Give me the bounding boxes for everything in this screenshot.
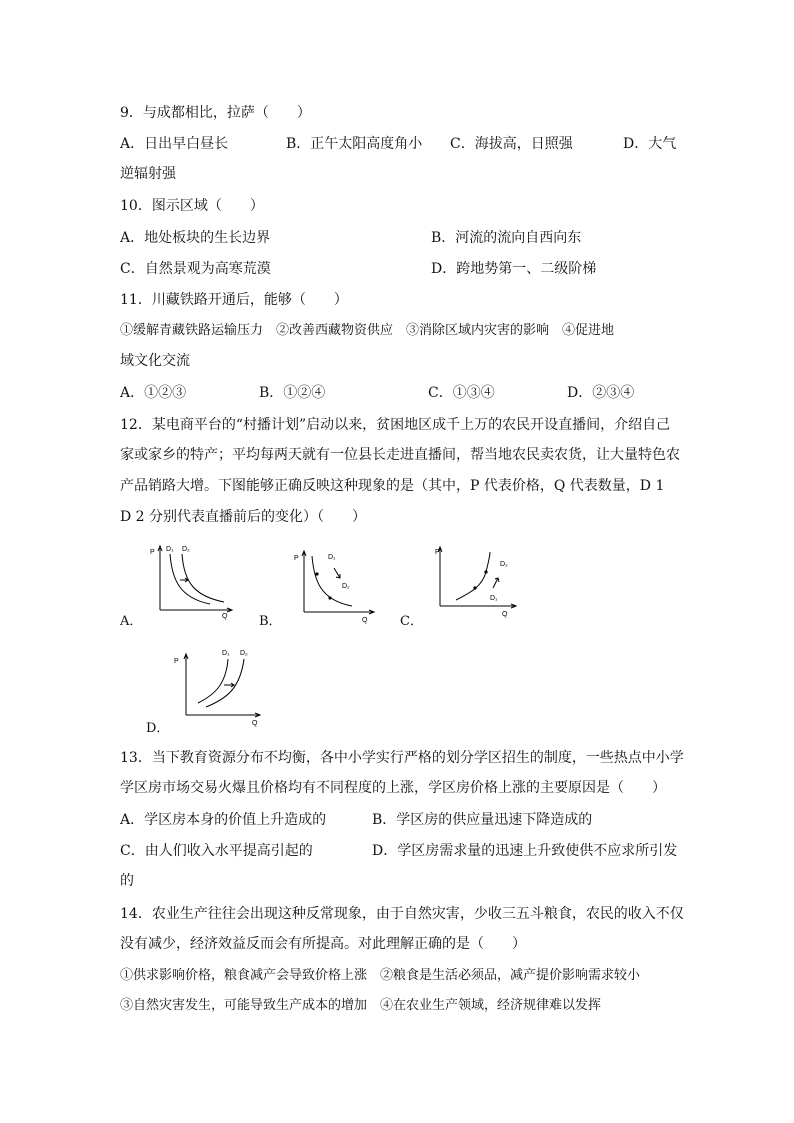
graph-d-p-label: P: [174, 658, 179, 665]
q14-line-2: 没有减少，经济效益反而会有所提高。对此理解正确的是（ ）: [120, 936, 526, 952]
graph-b-q-label: Q: [362, 617, 368, 624]
graph-b-point-d1: [315, 572, 318, 575]
q12-option-a: A．: [120, 614, 143, 629]
q10-option-a: A．地处板块的生长边界: [120, 230, 271, 246]
q11-stem: 11．川藏铁路开通后，能够（ ）: [120, 292, 348, 308]
q13-option-d: D．学区房需求量的迅速上升致使供不应求所引发: [372, 843, 678, 859]
q9-option-b: B．正午太阳高度角小: [286, 136, 423, 152]
q12-line-4: D 2 分别代表直播前后的变化）（ ）: [120, 509, 367, 525]
q13-option-a: A．学区房本身的价值上升造成的: [120, 812, 327, 828]
q12-line-2: 家或家乡的特产；平均每两天就有一位县长走进直播间，帮当地农民卖农货，让大量特色农: [120, 447, 680, 463]
graph-a-shift-arrow: [180, 578, 188, 582]
q11-option-c: C．①③④: [428, 385, 495, 401]
graph-b-p-label: P: [294, 555, 299, 562]
q10-stem: 10．图示区域（ ）: [120, 198, 264, 214]
graph-a-d1-curve: [170, 554, 210, 604]
q9-option-c: C．海拔高，日照强: [450, 136, 573, 152]
q9-option-d-continued: 逆辐射强: [120, 166, 176, 182]
q13-option-d-continued: 的: [120, 873, 134, 889]
graph-b-d1-label: D₁: [328, 554, 336, 561]
q11-option-a: A．①②③: [120, 385, 187, 401]
graph-a-q-label: Q: [222, 613, 228, 620]
graph-d-d2-label: D₂: [240, 650, 248, 657]
q13-line-1: 13．当下教育资源分布不均衡，各中小学实行严格的划分学区招生的制度，一些热点中小学: [120, 750, 684, 766]
q10-option-c: C．自然景观为高寒荒漠: [120, 261, 271, 277]
q11-option-b: B．①②④: [259, 385, 326, 401]
graph-d-d1-label: D₁: [222, 650, 230, 657]
graph-b-demand-curve: [312, 556, 352, 606]
graph-c-point-d1: [473, 586, 476, 589]
q10-option-d: D．跨地势第一、二级阶梯: [431, 261, 597, 277]
q12-line-1: 12．某电商平台的“村播计划”启动以来，贫困地区成千上万的农民开设直播间，介绍自己: [120, 417, 671, 433]
q9-option-d: D．大气: [623, 136, 677, 152]
graph-c-move-arrow: [493, 578, 499, 588]
graph-d-d2-curve: [206, 659, 244, 707]
q9-option-a: A．日出早白昼长: [120, 136, 229, 152]
q14-items-1: ①供求影响价格，粮食减产会导致价格上涨 ②粮食是生活必须品，减产提价影响需求较小: [120, 968, 641, 983]
graph-d-q-label: Q: [252, 720, 258, 727]
graph-c-p-label: P: [435, 549, 440, 556]
q14-items-2: ③自然灾害发生，可能导致生产成本的增加 ④在农业生产领域，经济规律难以发挥: [120, 998, 602, 1013]
q13-line-2: 学区房市场交易火爆且价格均有不同程度的上涨，学区房价格上涨的主要原因是（ ）: [120, 780, 666, 796]
graph-b-d2-label: D₂: [342, 583, 350, 590]
graph-c-q-label: Q: [502, 611, 508, 618]
q12-option-d: D．: [146, 721, 170, 736]
graph-c-d2-label: D₂: [500, 561, 508, 568]
graph-a-p-label: P: [150, 549, 155, 556]
q11-items: ①缓解青藏铁路运输压力 ②改善西藏物资供应 ③消除区域内灾害的影响 ④促进地: [120, 323, 615, 338]
q11-items-continued: 域文化交流: [120, 353, 190, 369]
graph-d-d1-curve: [198, 659, 228, 703]
graph-c-supply-curve: [456, 552, 490, 600]
q10-option-b: B．河流的流向自西向东: [431, 230, 582, 246]
q14-line-1: 14．农业生产往往会出现这种反常现象，由于自然灾害，少收三五斗粮食，农民的收入不仅: [120, 906, 684, 922]
q9-stem: 9．与成都相比，拉萨（ ）: [120, 105, 311, 121]
q12-line-3: 产品销路大增。下图能够正确反映这种现象的是（其中，P 代表价格，Q 代表数量，D 1: [120, 478, 665, 494]
q12-graph-b: [292, 546, 384, 626]
graph-d-shift-arrow: [224, 683, 234, 687]
q12-option-b: B．: [259, 614, 282, 629]
graph-c-point-d2: [484, 570, 487, 573]
q12-graph-c: [426, 542, 522, 622]
q12-option-c: C．: [400, 614, 423, 629]
graph-a-d2-label: D₂: [182, 546, 190, 553]
q13-option-b: B．学区房的供应量迅速下降造成的: [372, 812, 593, 828]
graph-b-move-arrow: [334, 568, 340, 578]
q12-graph-a: [148, 540, 240, 620]
q13-option-c: C．由人们收入水平提高引起的: [120, 843, 313, 859]
graph-c-d1-label: D₁: [490, 595, 498, 602]
q11-option-d: D．②③④: [567, 385, 635, 401]
graph-a-d1-label: D₁: [166, 546, 174, 553]
graph-b-point-d2: [328, 596, 331, 599]
q12-graph-d: [170, 645, 266, 727]
